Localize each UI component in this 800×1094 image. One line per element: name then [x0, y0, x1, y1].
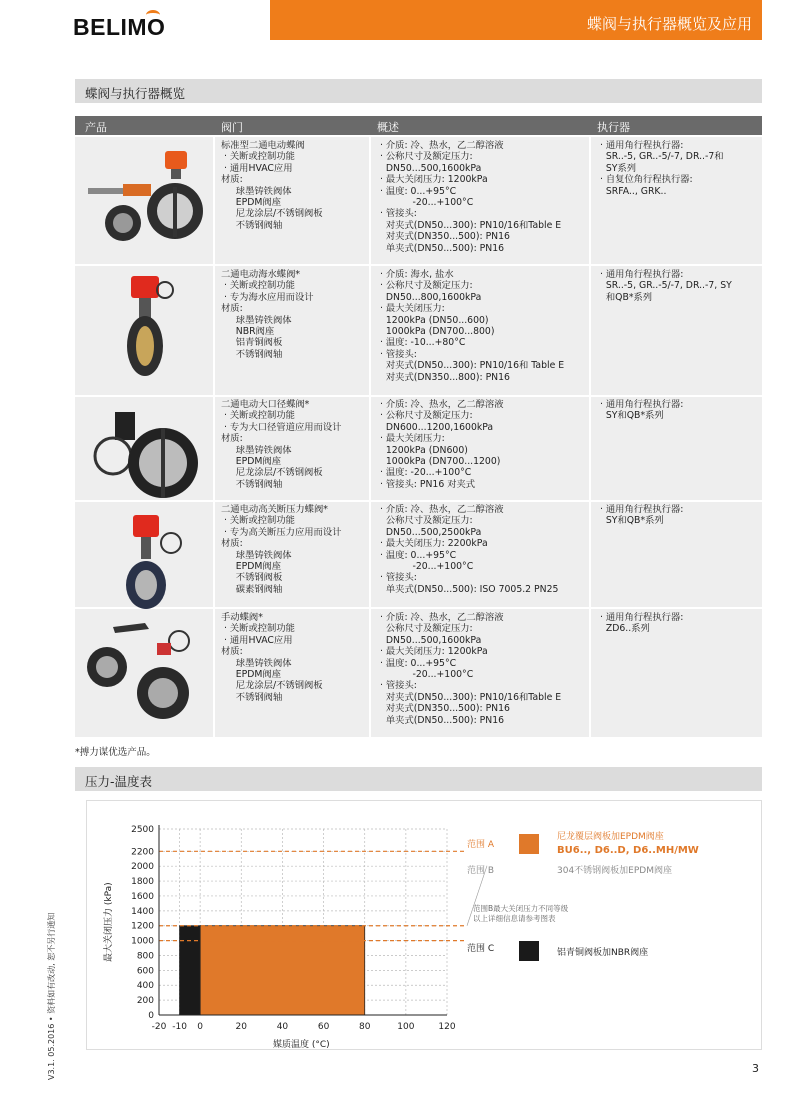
- col-header-product: 产品: [85, 121, 107, 134]
- high-pressure-valve-image: [83, 508, 208, 618]
- seawater-valve-image: [83, 272, 208, 382]
- x-tick-label: 60: [317, 1022, 330, 1032]
- actuator-description: · 通用角行程执行器: ZD6..系列: [599, 612, 684, 635]
- version-note: V3.1. 05.2016 • 资料如有改动, 恕不另行通知: [47, 912, 56, 1080]
- y-tick-label: 200: [136, 996, 154, 1007]
- x-axis-label: 媒质温度 (°C): [273, 1040, 330, 1049]
- y-tick-label: 1600: [131, 891, 154, 902]
- table-row: [75, 137, 762, 264]
- y-tick-label: 0: [148, 1011, 154, 1021]
- x-tick-label: 120: [438, 1022, 456, 1032]
- page-number: 3: [752, 1062, 759, 1075]
- pressure-temperature-chart-box: [86, 800, 762, 1050]
- y-tick-label: 1200: [131, 921, 154, 932]
- overview-description: · 介质: 冷、热水，乙二醇溶液 · 公称尺寸及额定压力: DN50...500,1600kPa · 最大关闭压力: 1200kPa · 温度: 0...+95°C -20...+100°C · 管接头: 对夹式(DN50...300): PN10/16和Table E 对夹式(DN350...500): PN16 单夹式(DN50...500): PN16: [379, 140, 562, 254]
- y-tick-label: 600: [136, 966, 154, 977]
- x-tick-label: -10: [172, 1022, 187, 1032]
- legend-label-a: 范围 A: [467, 840, 495, 850]
- overview-description: · 介质: 冷、热水，乙二醇溶液 · 公称尺寸及额定压力: DN600...1200,1600kPa · 最大关闭压力: 1200kPa (DN600) 1000kPa (DN700...1200) · 温度: -20...+100°C · 管接头: PN16 对夹式: [379, 399, 504, 490]
- y-tick-label: 400: [136, 981, 154, 992]
- legend-models-a: BU6.., D6..D, D6..MH/MW: [557, 845, 699, 856]
- y-axis-label: 最大关闭压力 (kPa): [104, 882, 114, 962]
- table-row: [75, 502, 762, 607]
- brand-logo: BELIMO: [73, 14, 166, 40]
- x-tick-label: 0: [197, 1022, 204, 1032]
- col-header-desc: 概述: [377, 121, 399, 134]
- actuator-description: · 通用角行程执行器: SY和QB*系列: [599, 399, 684, 422]
- actuator-description: · 通用角行程执行器: SY和QB*系列: [599, 504, 684, 527]
- col-header-actuator: 执行器: [597, 121, 630, 134]
- pressure-temperature-chart: [87, 801, 761, 1049]
- table-header: [75, 116, 762, 135]
- valve-description: 二通电动海水蝶阀* · 关断或控制功能 · 专为海水应用而设计 材质: 球墨铸铁阀体 NBR阀座 铝青铜阀板 不锈钢阀轴: [221, 269, 314, 360]
- y-tick-label: 1000: [131, 936, 154, 947]
- x-tick-label: 40: [276, 1022, 289, 1032]
- overview-description: · 介质: 冷、热水，乙二醇溶液 公称尺寸及额定压力: DN50...500,2500kPa · 最大关闭压力: 2200kPa · 温度: 0...+95°C -20...+100°C · 管接头: 单夹式(DN50...500): ISO 7005.2 PN25: [379, 504, 559, 595]
- legend-desc-c: 铝青铜阀板加NBR阀座: [557, 948, 649, 958]
- y-tick-label: 800: [136, 951, 154, 962]
- y-tick-label: 1400: [131, 906, 154, 917]
- x-tick-label: 80: [358, 1022, 371, 1032]
- actuator-description: · 通用角行程执行器: SR..-5, GR..-5/-7, DR..-7, SY 和QB*系列: [599, 269, 732, 303]
- x-tick-label: -20: [151, 1022, 167, 1032]
- actuator-description: · 通用角行程执行器: SR..-5, GR..-5/-7, DR..-7和 SY系列 · 自复位角行程执行器: SRFA.., GRK..: [599, 140, 724, 197]
- logo-arc-icon: [146, 10, 160, 20]
- header-title: 蝶阀与执行器概览及应用: [270, 0, 762, 40]
- butterfly-valve-image: [83, 143, 208, 253]
- legend-desc-a: 尼龙覆层阀板加EPDM阀座: [557, 832, 664, 842]
- legend-label-c: 范围 C: [467, 944, 495, 954]
- y-tick-label: 1800: [131, 877, 154, 888]
- y-tick-label: 2000: [131, 862, 154, 873]
- table-row: [75, 397, 762, 500]
- valve-description: 二通电动高关断压力蝶阀* · 关断或控制功能 · 专为高关断压力应用而设计 材质: 球墨铸铁阀体 EPDM阀座 不锈钢阀板 碳素钢阀轴: [221, 504, 342, 595]
- callout-text-line-1: 范围B最大关闭压力不同等级: [473, 904, 569, 913]
- x-tick-label: 100: [397, 1022, 415, 1032]
- manual-valve-image: [83, 615, 208, 725]
- x-tick-label: 20: [235, 1022, 248, 1032]
- col-header-valve: 阀门: [221, 121, 243, 134]
- y-tick-label: 2500: [131, 825, 154, 835]
- large-valve-image: [83, 403, 208, 513]
- overview-description: · 介质: 海水, 盐水 · 公称尺寸及额定压力: DN50...800,1600kPa · 最大关闭压力: 1200kPa (DN50...600) 1000kPa (DN700...800) · 温度: -10...+80°C · 管接头: 对夹式(DN50...300): PN10/16和 Table E 对夹式(DN350...800): PN16: [379, 269, 565, 383]
- valve-description: 手动蝶阀* · 关断或控制功能 · 通用HVAC应用 材质: 球墨铸铁阀体 EPDM阀座 尼龙涂层/不锈钢阀板 不锈钢阀轴: [221, 612, 323, 703]
- table-row: [75, 266, 762, 395]
- valve-description: 二通电动大口径蝶阀* · 关断或控制功能 · 专为大口径管道应用而设计 材质: 球墨铸铁阀体 EPDM阀座 尼龙涂层/不锈钢阀板 不锈钢阀轴: [221, 399, 342, 490]
- table-row: [75, 609, 762, 737]
- legend-label-b: 范围 B: [467, 866, 495, 876]
- legend-swatch-c: [519, 941, 539, 961]
- region-c: [180, 926, 201, 1015]
- section-title-pressure-temperature: 压力-温度表: [75, 767, 762, 791]
- y-tick-label: 2200: [131, 847, 154, 858]
- legend-desc-b: 304不锈钢阀板加EPDM阀座: [557, 866, 672, 876]
- section-title-overview: 蝶阀与执行器概览: [75, 79, 762, 103]
- region-a: [200, 926, 365, 1015]
- footnote: *搏力谋优选产品。: [75, 747, 156, 758]
- callout-text-line-2: 以上详细信息请参考图表: [473, 914, 556, 923]
- valve-description: 标准型二通电动蝶阀 · 关断或控制功能 · 通用HVAC应用 材质: 球墨铸铁阀体 EPDM阀座 尼龙涂层/不锈钢阀板 不锈钢阀轴: [221, 140, 323, 231]
- legend-swatch-a: [519, 834, 539, 854]
- overview-description: · 介质: 冷、热水，乙二醇溶液 公称尺寸及额定压力: DN50...500,1600kPa · 最大关闭压力: 1200kPa · 温度: 0...+95°C -20...+100°C · 管接头: 对夹式(DN50...300): PN10/16和Table E 对夹式(DN350...500): PN16 单夹式(DN50...500): PN16: [379, 612, 562, 726]
